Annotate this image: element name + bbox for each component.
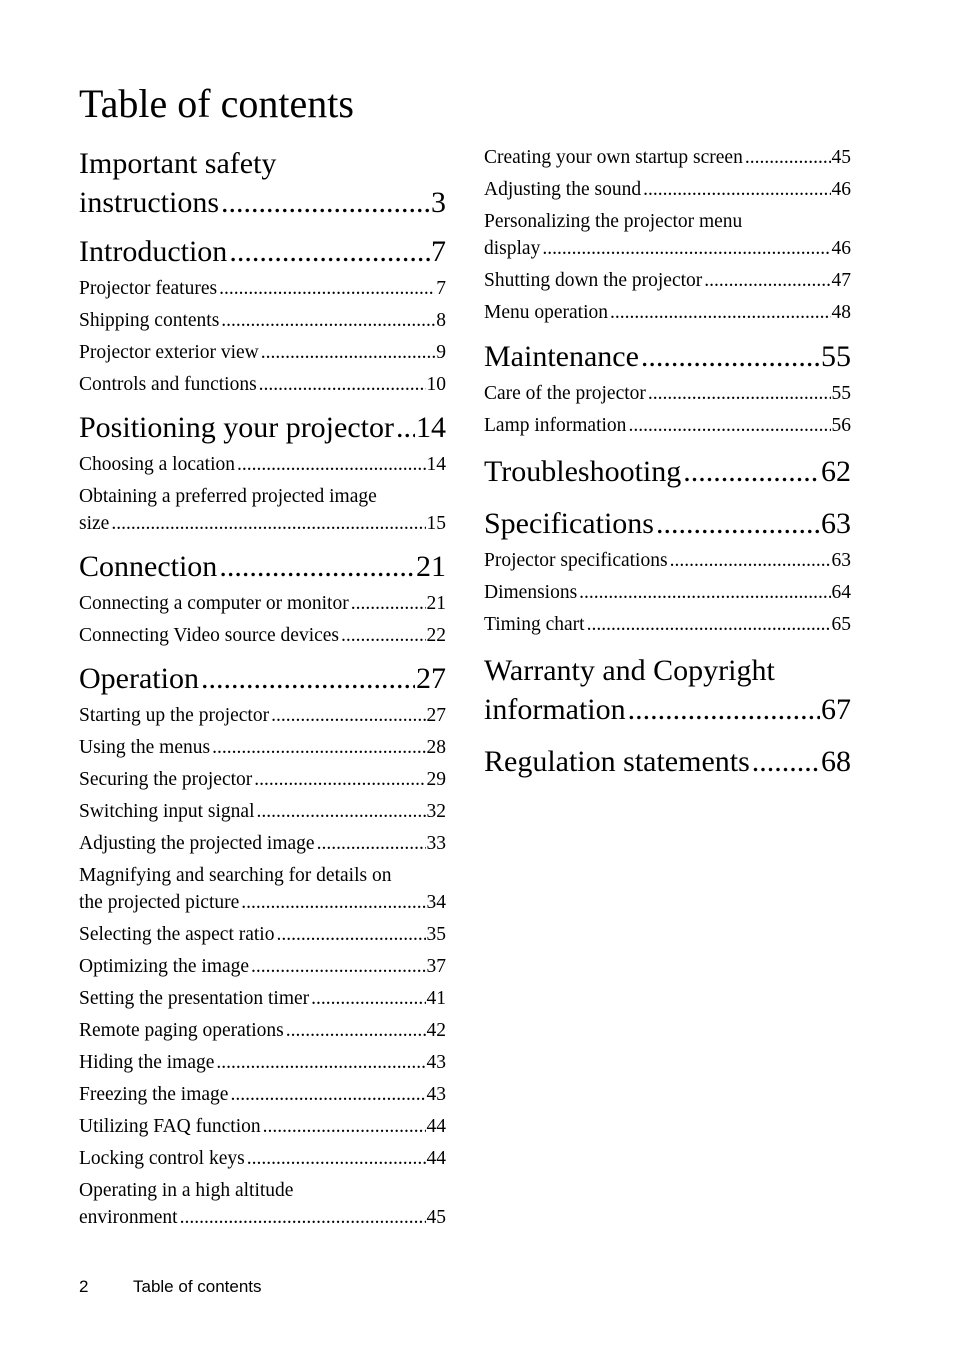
toc-entry-title: Creating your own startup screen <box>484 147 743 168</box>
toc-page-number: 43 <box>426 1052 446 1073</box>
toc-entry-link[interactable] <box>484 144 851 171</box>
toc-entry[interactable] <box>484 380 851 407</box>
toc-page-number: 14 <box>416 411 446 444</box>
toc-section <box>79 659 446 1231</box>
toc-entry-link[interactable] <box>79 275 446 302</box>
toc-entry-title: Projector exterior view <box>79 342 259 363</box>
toc-entry-title: Selecting the aspect ratio <box>79 924 275 945</box>
toc-entry-link[interactable] <box>79 1113 446 1140</box>
toc-section-link[interactable] <box>79 408 446 447</box>
toc-dot-leader <box>254 766 425 793</box>
toc-entry[interactable] <box>79 451 446 478</box>
toc-section-link[interactable] <box>79 183 446 222</box>
toc-page-number: 64 <box>831 582 851 603</box>
toc-page-number: 41 <box>426 988 446 1009</box>
toc-entry-title: Lamp information <box>484 415 627 436</box>
toc-entry-title: Connecting a computer or monitor <box>79 593 349 614</box>
toc-entry-link[interactable] <box>484 176 851 203</box>
toc-entry[interactable] <box>79 275 446 302</box>
toc-page-number: 10 <box>426 374 446 395</box>
toc-entry-title: Utilizing FAQ function <box>79 1116 261 1137</box>
toc-dot-leader <box>683 452 820 491</box>
toc-entry-title: Starting up the projector <box>79 705 270 726</box>
toc-section <box>79 408 446 537</box>
toc-dot-leader <box>180 1204 426 1231</box>
toc-entry[interactable] <box>79 766 446 793</box>
toc-entry[interactable] <box>484 412 851 439</box>
toc-section <box>484 651 851 729</box>
toc-entry-title: Dimensions <box>484 582 578 603</box>
toc-entry[interactable] <box>79 1145 446 1172</box>
toc-entry[interactable] <box>79 921 446 948</box>
toc-dot-leader <box>610 299 830 326</box>
toc-page-number: 34 <box>426 892 446 913</box>
toc-dot-leader <box>230 1081 425 1108</box>
toc-entry[interactable] <box>484 144 851 171</box>
toc-dot-leader <box>286 1017 426 1044</box>
toc-entry-link[interactable] <box>484 547 851 574</box>
toc-entry[interactable] <box>484 176 851 203</box>
toc-page-number: 44 <box>426 1148 446 1169</box>
toc-entry-title: Freezing the image <box>79 1084 229 1105</box>
toc-dot-leader <box>221 307 435 334</box>
toc-section <box>79 144 446 222</box>
toc-dot-leader <box>745 144 831 171</box>
toc-entry-link[interactable] <box>484 412 851 439</box>
toc-entry[interactable] <box>79 830 446 857</box>
toc-entry-list <box>484 547 851 638</box>
toc-section-heading[interactable] <box>484 337 851 376</box>
toc-section-title: Connection <box>79 550 218 583</box>
toc-section <box>79 232 446 398</box>
toc-section-heading[interactable] <box>79 659 446 698</box>
toc-page-number: 62 <box>821 455 851 488</box>
toc-section-heading[interactable] <box>79 547 446 586</box>
toc-dot-leader <box>656 504 820 543</box>
toc-entry-title: Shutting down the projector <box>484 270 703 291</box>
toc-page-number: 8 <box>436 310 446 331</box>
toc-entry-link[interactable] <box>484 299 851 326</box>
toc-page-number: 3 <box>431 186 446 219</box>
toc-entry[interactable] <box>484 208 851 262</box>
toc-section-link[interactable] <box>484 504 851 543</box>
toc-entry[interactable] <box>484 299 851 326</box>
toc-entry-title: Controls and functions <box>79 374 257 395</box>
toc-section-heading[interactable] <box>484 742 851 781</box>
toc-entry[interactable] <box>79 622 446 649</box>
toc-dot-leader <box>276 921 425 948</box>
toc-section-link[interactable] <box>484 690 851 729</box>
toc-page-number: 22 <box>426 625 446 646</box>
toc-entry-list <box>79 451 446 537</box>
toc-entry-title: Optimizing the image <box>79 956 250 977</box>
toc-entry-list <box>79 702 446 1231</box>
toc-section-link[interactable] <box>484 337 851 376</box>
toc-dot-leader <box>261 339 435 366</box>
toc-dot-leader <box>247 1145 426 1172</box>
toc-entry-link[interactable] <box>79 510 446 537</box>
toc-entry-title: Switching input signal <box>79 801 255 822</box>
toc-section-link[interactable] <box>79 232 446 271</box>
toc-entry-list <box>79 275 446 398</box>
toc-entry[interactable] <box>79 590 446 617</box>
toc-entry-link[interactable] <box>79 953 446 980</box>
toc-section-title-line: Warranty and Copyright <box>484 654 775 687</box>
toc-page-number: 33 <box>426 833 446 854</box>
toc-section <box>484 144 851 326</box>
toc-entry-title-line: Obtaining a preferred projected image <box>79 486 377 507</box>
toc-page-number: 55 <box>821 340 851 373</box>
toc-dot-leader <box>219 275 435 302</box>
toc-dot-leader <box>237 451 426 478</box>
toc-entry-link[interactable] <box>79 830 446 857</box>
toc-dot-leader <box>579 579 830 606</box>
toc-entry[interactable] <box>79 798 446 825</box>
toc-section-heading[interactable] <box>79 144 446 222</box>
toc-section-title: Introduction <box>79 235 228 268</box>
toc-entry[interactable] <box>79 1049 446 1076</box>
toc-entry-title: Setting the presentation timer <box>79 988 310 1009</box>
toc-section-link[interactable] <box>79 547 446 586</box>
toc-entry[interactable] <box>79 734 446 761</box>
toc-dot-leader <box>351 590 426 617</box>
toc-entry-link[interactable] <box>79 1049 446 1076</box>
toc-section-link[interactable] <box>79 659 446 698</box>
toc-entry[interactable] <box>79 339 446 366</box>
toc-section-title: Maintenance <box>484 340 639 373</box>
toc-entry-link[interactable] <box>484 579 851 606</box>
toc-dot-leader <box>670 547 831 574</box>
toc-entry[interactable] <box>79 483 446 537</box>
toc-page-number: 56 <box>831 415 851 436</box>
toc-entry-title: Securing the projector <box>79 769 253 790</box>
toc-section-heading[interactable] <box>484 452 851 491</box>
toc-dot-leader <box>259 371 426 398</box>
toc-entry-link[interactable] <box>79 1081 446 1108</box>
toc-entry-link[interactable] <box>79 451 446 478</box>
toc-entry-title-line: Operating in a high altitude <box>79 1180 294 1201</box>
toc-entry-title: Adjusting the sound <box>484 179 642 200</box>
toc-entry-link[interactable] <box>79 734 446 761</box>
toc-entry-title: Choosing a location <box>79 454 235 475</box>
toc-entry[interactable] <box>79 702 446 729</box>
toc-right-column <box>484 144 851 781</box>
toc-dot-leader <box>229 232 430 271</box>
toc-dot-leader <box>317 830 426 857</box>
toc-page-number: 28 <box>426 737 446 758</box>
toc-dot-leader <box>341 622 425 649</box>
toc-entry-link[interactable] <box>79 889 446 916</box>
toc-dot-leader <box>704 267 830 294</box>
toc-entry-title-line: Personalizing the projector menu <box>484 211 743 232</box>
toc-entry-title: Projector specifications <box>484 550 668 571</box>
toc-entry-title: Shipping contents <box>79 310 220 331</box>
toc-section-title-line: Important safety <box>79 147 277 180</box>
toc-entry-link[interactable] <box>79 1017 446 1044</box>
toc-entry-title: environment <box>79 1207 178 1228</box>
toc-dot-leader <box>212 734 425 761</box>
footer-section-title: Table of contents <box>133 1277 262 1296</box>
toc-dot-leader <box>241 889 425 916</box>
toc-section-heading[interactable] <box>484 504 851 543</box>
toc-dot-leader <box>641 337 820 376</box>
toc-page-number: 27 <box>426 705 446 726</box>
toc-page-number: 46 <box>831 179 851 200</box>
toc-entry[interactable] <box>79 1081 446 1108</box>
toc-dot-leader <box>643 176 830 203</box>
toc-section <box>484 337 851 439</box>
toc-page-number: 65 <box>831 614 851 635</box>
toc-dot-leader <box>271 702 425 729</box>
toc-entry-link[interactable] <box>79 1145 446 1172</box>
toc-section-link[interactable] <box>484 742 851 781</box>
toc-page-number: 7 <box>431 235 446 268</box>
toc-section-heading[interactable] <box>484 651 851 729</box>
toc-dot-leader <box>396 408 415 447</box>
toc-entry-link[interactable] <box>79 985 446 1012</box>
toc-entry[interactable] <box>79 1113 446 1140</box>
toc-page-number: 47 <box>831 270 851 291</box>
toc-section <box>484 504 851 638</box>
toc-dot-leader <box>111 510 425 537</box>
toc-section-title: instructions <box>79 186 219 219</box>
toc-dot-leader <box>221 183 430 222</box>
page-title: Table of contents <box>79 81 354 126</box>
toc-section <box>484 452 851 491</box>
toc-entry-link[interactable] <box>484 267 851 294</box>
toc-page-number: 35 <box>426 924 446 945</box>
toc-entry-link[interactable] <box>484 611 851 638</box>
toc-section-title: Specifications <box>484 507 654 540</box>
toc-page-number: 32 <box>426 801 446 822</box>
toc-dot-leader <box>752 742 820 781</box>
toc-section-heading[interactable] <box>79 232 446 271</box>
toc-page-number: 21 <box>426 593 446 614</box>
toc-page-number: 63 <box>821 507 851 540</box>
toc-entry-link[interactable] <box>484 380 851 407</box>
toc-entry-link[interactable] <box>79 921 446 948</box>
toc-page-number: 67 <box>821 693 851 726</box>
toc-entry-link[interactable] <box>79 1204 446 1231</box>
toc-entry[interactable] <box>484 547 851 574</box>
toc-entry-title: the projected picture <box>79 892 240 913</box>
toc-dot-leader <box>263 1113 426 1140</box>
toc-page-number: 45 <box>831 147 851 168</box>
page-footer <box>79 1276 262 1298</box>
toc-page-number: 45 <box>426 1207 446 1228</box>
toc-page-number: 29 <box>426 769 446 790</box>
toc-dot-leader <box>311 985 425 1012</box>
toc-entry-link[interactable] <box>484 235 851 262</box>
toc-section-heading[interactable] <box>79 408 446 447</box>
toc-entry-title: size <box>79 513 110 534</box>
toc-entry-link[interactable] <box>79 702 446 729</box>
toc-dot-leader <box>542 235 830 262</box>
toc-entry-title: Timing chart <box>484 614 585 635</box>
toc-entry[interactable] <box>79 985 446 1012</box>
toc-entry-title: Adjusting the projected image <box>79 833 315 854</box>
toc-page-number: 48 <box>831 302 851 323</box>
toc-entry-link[interactable] <box>79 798 446 825</box>
toc-dot-leader <box>628 412 830 439</box>
toc-entry-title: Remote paging operations <box>79 1020 284 1041</box>
toc-section-title: Positioning your projector <box>79 411 394 444</box>
toc-page-number: 63 <box>831 550 851 571</box>
toc-entry[interactable] <box>79 1177 446 1231</box>
toc-entry-link[interactable] <box>79 622 446 649</box>
toc-page-number: 43 <box>426 1084 446 1105</box>
toc-entry[interactable] <box>79 862 446 916</box>
toc-section <box>79 547 446 649</box>
toc-page-number: 42 <box>426 1020 446 1041</box>
toc-dot-leader <box>219 547 415 586</box>
footer-page-number: 2 <box>79 1277 89 1296</box>
toc-page-number: 37 <box>426 956 446 977</box>
toc-section-link[interactable] <box>484 452 851 491</box>
toc-entry-title: Hiding the image <box>79 1052 215 1073</box>
toc-section-title: Operation <box>79 662 199 695</box>
toc-entry-title: Locking control keys <box>79 1148 245 1169</box>
toc-entry-title: Menu operation <box>484 302 609 323</box>
toc-dot-leader <box>257 798 426 825</box>
toc-entry-title: Care of the projector <box>484 383 646 404</box>
toc-dot-leader <box>648 380 831 407</box>
toc-entry-title: display <box>484 238 541 259</box>
toc-dot-leader <box>216 1049 425 1076</box>
toc-entry[interactable] <box>484 267 851 294</box>
toc-entry-title: Connecting Video source devices <box>79 625 340 646</box>
toc-entry-link[interactable] <box>79 307 446 334</box>
toc-page-number: 27 <box>416 662 446 695</box>
toc-dot-leader <box>628 690 820 729</box>
toc-section-title: Troubleshooting <box>484 455 682 488</box>
toc-section <box>484 742 851 781</box>
toc-entry[interactable] <box>79 953 446 980</box>
toc-entry-list <box>484 144 851 326</box>
toc-entry-link[interactable] <box>79 339 446 366</box>
toc-page-number: 7 <box>436 278 446 299</box>
toc-entry-title: Using the menus <box>79 737 211 758</box>
toc-page-number: 55 <box>831 383 851 404</box>
toc-entry[interactable] <box>484 579 851 606</box>
toc-page-number: 14 <box>426 454 446 475</box>
toc-entry-link[interactable] <box>79 766 446 793</box>
toc-page-number: 9 <box>436 342 446 363</box>
toc-entry[interactable] <box>79 371 446 398</box>
toc-entry[interactable] <box>484 611 851 638</box>
toc-entry[interactable] <box>79 307 446 334</box>
toc-entry-list <box>79 590 446 649</box>
toc-dot-leader <box>251 953 425 980</box>
toc-left-column <box>79 144 446 1236</box>
toc-entry-title-line: Magnifying and searching for details on <box>79 865 392 886</box>
toc-page-number: 46 <box>831 238 851 259</box>
toc-page-number: 44 <box>426 1116 446 1137</box>
toc-entry-title: Projector features <box>79 278 218 299</box>
toc-section-title: Regulation statements <box>484 745 750 778</box>
toc-page-number: 15 <box>426 513 446 534</box>
toc-page-number: 21 <box>416 550 446 583</box>
toc-section-title: information <box>484 693 626 726</box>
toc-dot-leader <box>587 611 831 638</box>
toc-entry-list <box>484 380 851 439</box>
toc-entry-link[interactable] <box>79 590 446 617</box>
toc-page-number: 68 <box>821 745 851 778</box>
toc-entry[interactable] <box>79 1017 446 1044</box>
toc-dot-leader <box>201 659 415 698</box>
toc-entry-link[interactable] <box>79 371 446 398</box>
